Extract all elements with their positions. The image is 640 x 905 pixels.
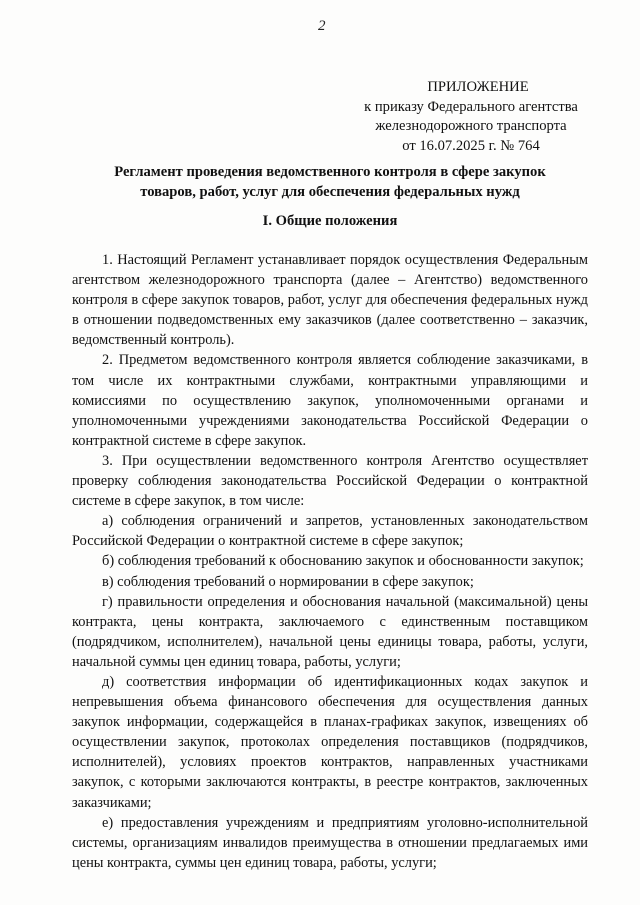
document-body [72,250,588,873]
section-heading: I. Общие положения [262,213,398,229]
appendix-title: ПРИЛОЖЕНИЕ [427,79,529,95]
appendix-line-agency: железнодорожного транспорта [375,118,567,134]
paragraph-1: 1. Настоящий Регламент устанавливает порядок осуществления Федеральным агентством железнодорожного транспорта (далее – Агентство) ведомственного контроля в сфере закупок товаров, работ, услуг для обеспечения федеральных нужд в отношении подведомственных ему заказчиков (далее соответственно – заказчик, ведомственный контроль). [72,252,588,349]
paragraph-3: 3. При осуществлении ведомственного контроля Агентство осуществляет проверку соблюдения законодательства Российской Федерации о контрактной системе в сфере закупок, в том числе: [72,452,588,510]
document-title-line-1: Регламент проведения ведомственного контроля в сфере закупок [114,164,546,180]
appendix-line-date: от 16.07.2025 г. № 764 [402,137,540,154]
document-title-line-2: товаров, работ, услуг для обеспечения федеральных нужд [140,183,520,200]
paragraph-3b: б) соблюдения требований к обоснованию закупок и обоснованности закупок; [102,553,584,570]
paragraph-2: 2. Предметом ведомственного контроля является соблюдение заказчиками, в том числе их контрактными службами, контрактными управляющими и комиссиями по осуществлению закупок, уполномоченными органами и уполномоченными учреждениями законодательства Российской Федерации о контрактной системе в сфере закупок. [72,352,588,449]
appendix-line-order: к приказу Федерального агентства [364,98,578,115]
paragraph-3d: г) правильности определения и обоснования начальной (максимальной) цены контракта, цены контракта, заключаемого с единственным поставщиком (подрядчиком, исполнителем), начальной цены единицы товара, работы, услуги, начальной суммы цен единиц товара, работы, услуги; [72,593,588,670]
paragraph-3a: а) соблюдения ограничений и запретов, установленных законодательством Российской Федерации о контрактной системе в сфере закупок; [72,513,588,550]
paragraph-3c: в) соблюдения требований о нормировании в сфере закупок; [102,573,474,590]
paragraph-3f: е) предоставления учреждениям и предприятиям уголовно-исполнительной системы, организациям инвалидов преимущества в отношении предлагаемых ими цены контракта, суммы цен единиц товара, работы, услуги; [72,814,588,871]
paragraph-3e: д) соответствия информации об идентификационных кодах закупок и непревышения объема финансового обеспечения для осуществления данных закупок информации, содержащейся в планах-графиках закупок, извещениях об осуществлении закупок, протоколах определения поставщиков (подрядчиков, исполнителей), условиях проектов контрактов, направленных участниками закупок, с которыми заключаются контракты, в реестре контрактов, заключенных заказчиками; [72,673,588,811]
document-title [80,163,580,202]
page-number: 2 [318,18,326,34]
appendix-block [340,78,580,156]
